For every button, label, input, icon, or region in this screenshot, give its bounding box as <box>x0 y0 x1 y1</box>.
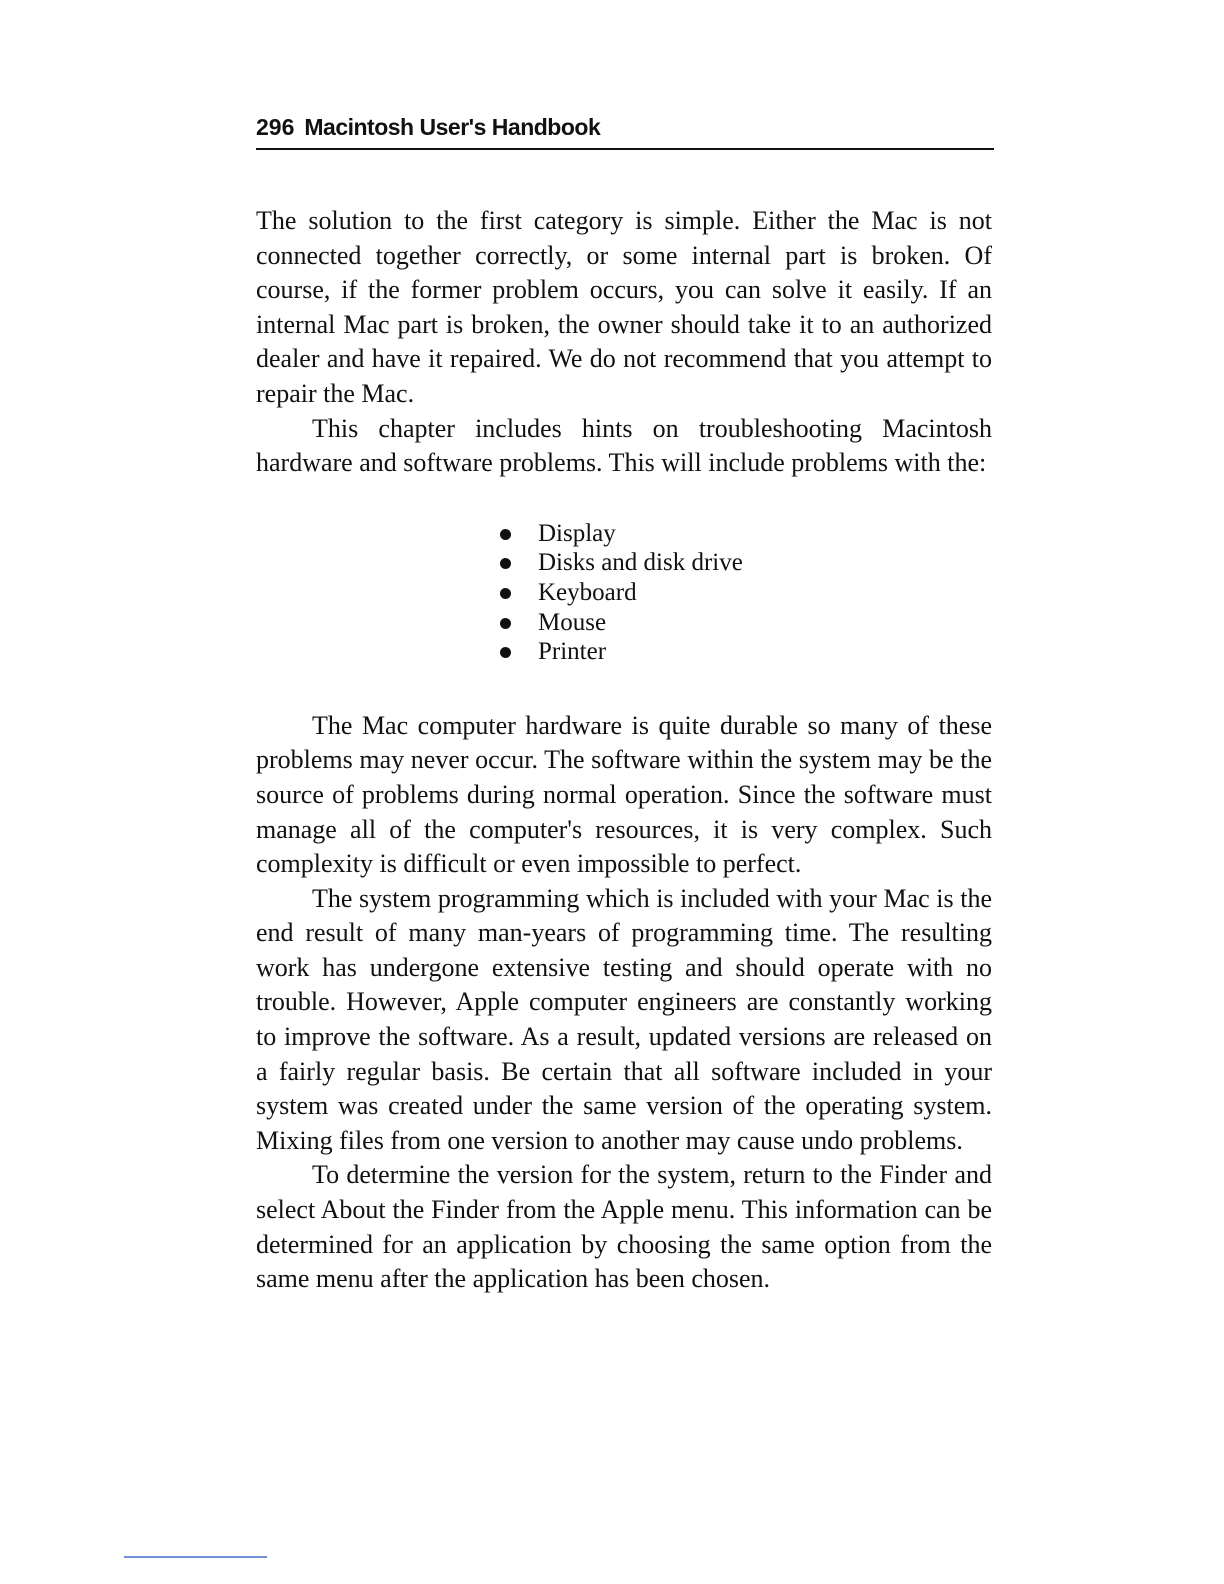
paragraph-system-programming: The system programming which is included with your Mac is the end result of many man-years of programming time. The resulting work has undergone extensive testing and should operate with no trouble. However, Apple computer engineers are constantly working to improve the software. As a result, updated versions are released on a fairly regular basis. Be certain that all software included in your system was created under the same version of the operating system. Mixing files from one version to another may cause undo problems. <box>256 883 992 1155</box>
paragraph-hardware-durable: The Mac computer hardware is quite durable so many of these problems may never occur. The software within the system may be the source of problems during normal operation. Since the software must manage all of the computer's resources, it is very complex. Such complexity is difficult or even impossible to perfect. <box>256 710 992 879</box>
footnote-rule <box>124 1556 267 1558</box>
list-item: Printer <box>500 637 992 667</box>
bullet-icon <box>500 618 511 629</box>
list-item: Mouse <box>500 608 992 638</box>
bullet-icon <box>500 647 511 658</box>
problem-list <box>256 519 992 667</box>
paragraph-determine-version: To determine the version for the system, return to the Finder and select About the Finder from the Apple menu. This information can be determined for an application by choosing the same option from the same menu after the application has been chosen. <box>256 1160 992 1294</box>
paragraph-chapter-hints: This chapter includes hints on troubleshooting Macintosh hardware and software problems. This will include problems with the: <box>256 413 992 478</box>
book-title: Macintosh User's Handbook <box>304 114 601 140</box>
bullet-icon <box>500 529 511 540</box>
bullet-icon <box>500 588 511 599</box>
list-item: Keyboard <box>500 578 992 608</box>
running-head <box>256 112 994 150</box>
page-number: 296 <box>256 114 295 140</box>
body-text <box>256 204 992 1297</box>
bullet-icon <box>500 558 511 569</box>
list-item: Disks and disk drive <box>500 548 992 578</box>
list-item: Display <box>500 519 992 549</box>
paragraph-intro: The solution to the first category is simple. Either the Mac is not connected together correctly, or some internal part is broken. Of course, if the former problem occurs, you can solve it easily. If an internal Mac part is broken, the owner should take it to an authorized dealer and have it repaired. We do not recommend that you attempt to repair the Mac. <box>256 206 992 408</box>
